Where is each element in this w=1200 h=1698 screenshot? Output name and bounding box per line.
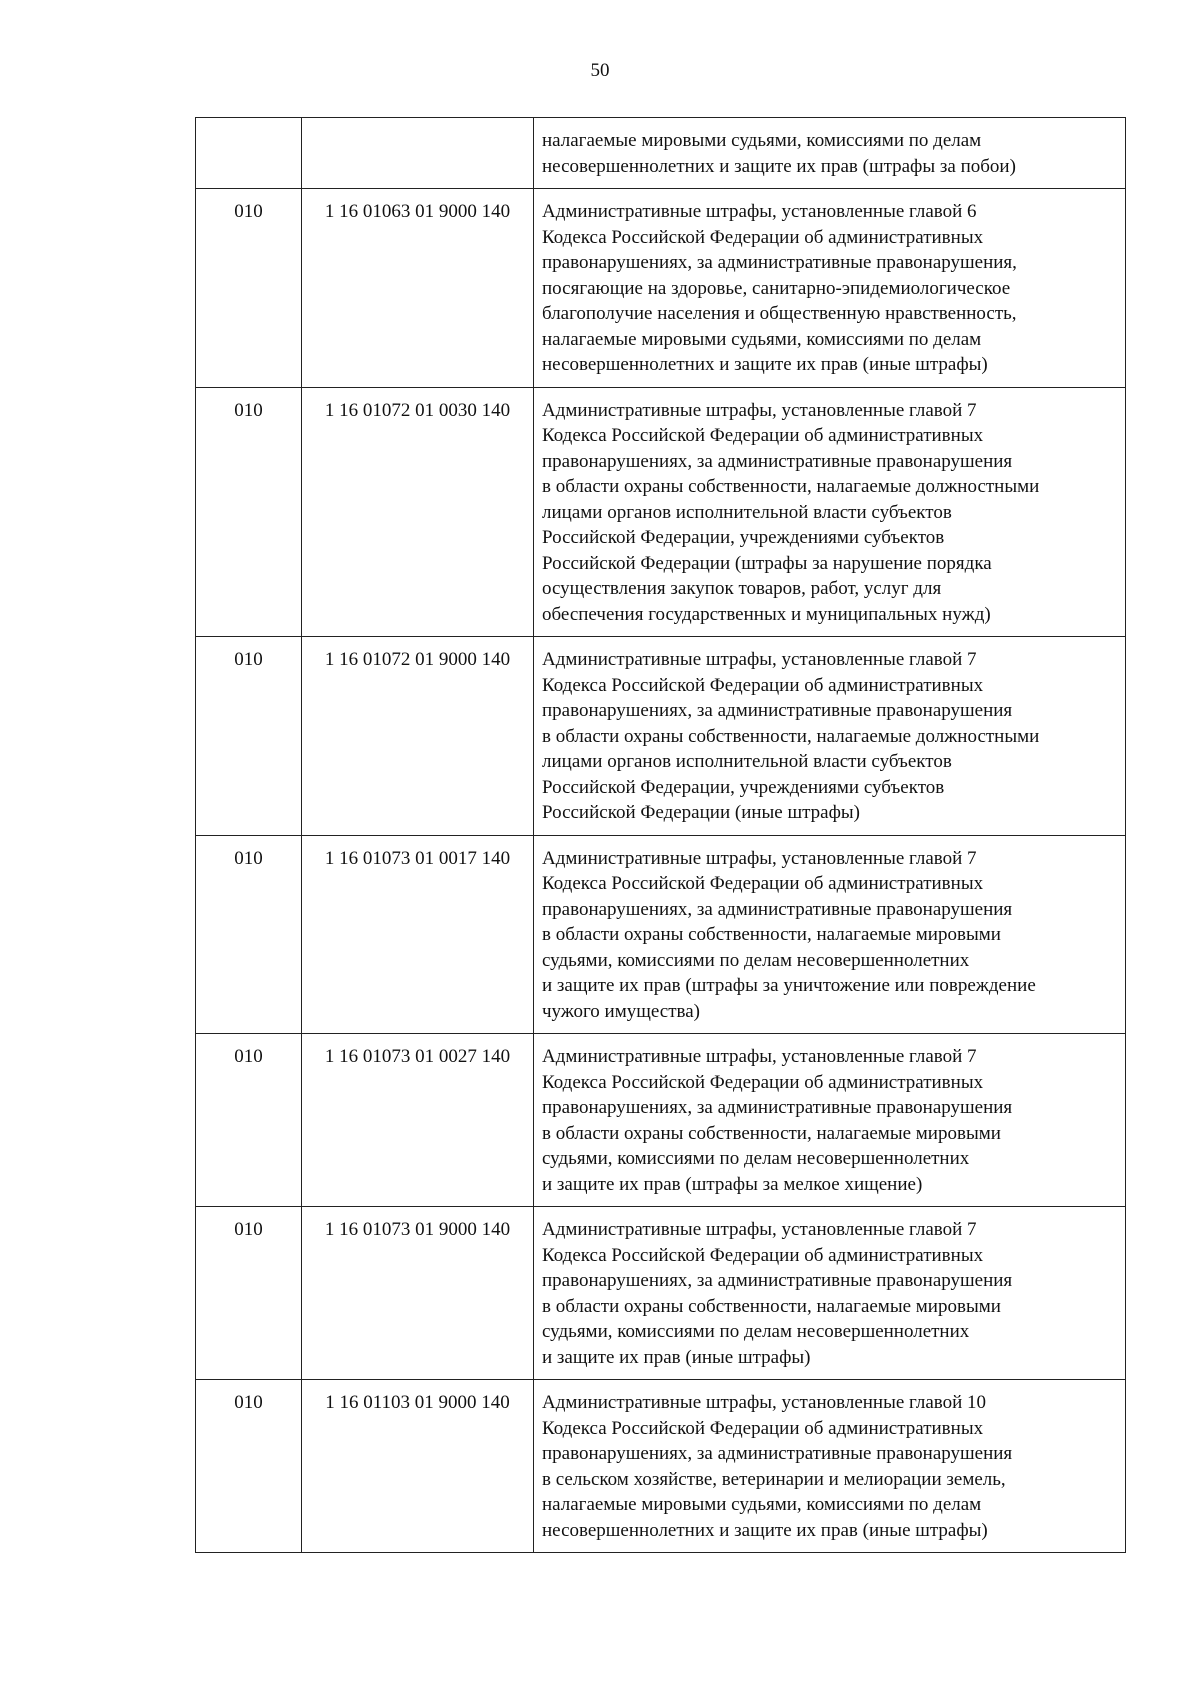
budget-code-cell: 1 16 01073 01 0027 140: [302, 1034, 534, 1207]
description-cell: Административные штрафы, установленные главой 7 Кодекса Российской Федерации об административных правонарушениях, за административные правонарушения в области охраны собственности, налагаемые должностными лицами органов исполнительной власти субъектов Российской Федерации, учреждениями субъектов Российской Федерации (иные штрафы): [534, 637, 1126, 836]
fees-table: [195, 117, 1126, 1553]
admin-code-cell: 010: [196, 637, 302, 836]
admin-code-cell: 010: [196, 835, 302, 1034]
description-cell: Административные штрафы, установленные главой 7 Кодекса Российской Федерации об административных правонарушениях, за административные правонарушения в области охраны собственности, налагаемые мировыми судьями, комиссиями по делам несовершеннолетних и защите их прав (штрафы за мелкое хищение): [534, 1034, 1126, 1207]
table-row: [196, 1207, 1126, 1380]
budget-code-cell: 1 16 01103 01 9000 140: [302, 1380, 534, 1553]
budget-code-cell: 1 16 01073 01 9000 140: [302, 1207, 534, 1380]
table-row: [196, 637, 1126, 836]
description-cell: Административные штрафы, установленные главой 7 Кодекса Российской Федерации об административных правонарушениях, за административные правонарушения в области охраны собственности, налагаемые должностными лицами органов исполнительной власти субъектов Российской Федерации, учреждениями субъектов Российской Федерации (штрафы за нарушение порядка осуществления закупок товаров, работ, услуг для обеспечения государственных и муниципальных нужд): [534, 387, 1126, 637]
admin-code-cell: 010: [196, 189, 302, 388]
admin-code-cell: 010: [196, 1034, 302, 1207]
table-row: [196, 387, 1126, 637]
budget-code-cell: 1 16 01072 01 9000 140: [302, 637, 534, 836]
description-cell: Административные штрафы, установленные главой 10 Кодекса Российской Федерации об административных правонарушениях, за административные правонарушения в сельском хозяйстве, ветеринарии и мелиорации земель, налагаемые мировыми судьями, комиссиями по делам несовершеннолетних и защите их прав (иные штрафы): [534, 1380, 1126, 1553]
admin-code-cell: 010: [196, 1380, 302, 1553]
budget-code-cell: [302, 118, 534, 189]
description-cell: Административные штрафы, установленные главой 7 Кодекса Российской Федерации об административных правонарушениях, за административные правонарушения в области охраны собственности, налагаемые мировыми судьями, комиссиями по делам несовершеннолетних и защите их прав (иные штрафы): [534, 1207, 1126, 1380]
budget-code-cell: 1 16 01073 01 0017 140: [302, 835, 534, 1034]
description-cell: Административные штрафы, установленные главой 6 Кодекса Российской Федерации об административных правонарушениях, за административные правонарушения, посягающие на здоровье, санитарно-эпидемиологическое благополучие населения и общественную нравственность, налагаемые мировыми судьями, комиссиями по делам несовершеннолетних и защите их прав (иные штрафы): [534, 189, 1126, 388]
admin-code-cell: 010: [196, 387, 302, 637]
table-row: [196, 835, 1126, 1034]
budget-code-cell: 1 16 01063 01 9000 140: [302, 189, 534, 388]
admin-code-cell: 010: [196, 1207, 302, 1380]
admin-code-cell: [196, 118, 302, 189]
table-row: [196, 1380, 1126, 1553]
table-row: [196, 189, 1126, 388]
description-cell: налагаемые мировыми судьями, комиссиями по делам несовершеннолетних и защите их прав (штрафы за побои): [534, 118, 1126, 189]
description-cell: Административные штрафы, установленные главой 7 Кодекса Российской Федерации об административных правонарушениях, за административные правонарушения в области охраны собственности, налагаемые мировыми судьями, комиссиями по делам несовершеннолетних и защите их прав (штрафы за уничтожение или повреждение чужого имущества): [534, 835, 1126, 1034]
table-row: [196, 118, 1126, 189]
page-number: 50: [590, 60, 610, 81]
budget-code-cell: 1 16 01072 01 0030 140: [302, 387, 534, 637]
table-row: [196, 1034, 1126, 1207]
